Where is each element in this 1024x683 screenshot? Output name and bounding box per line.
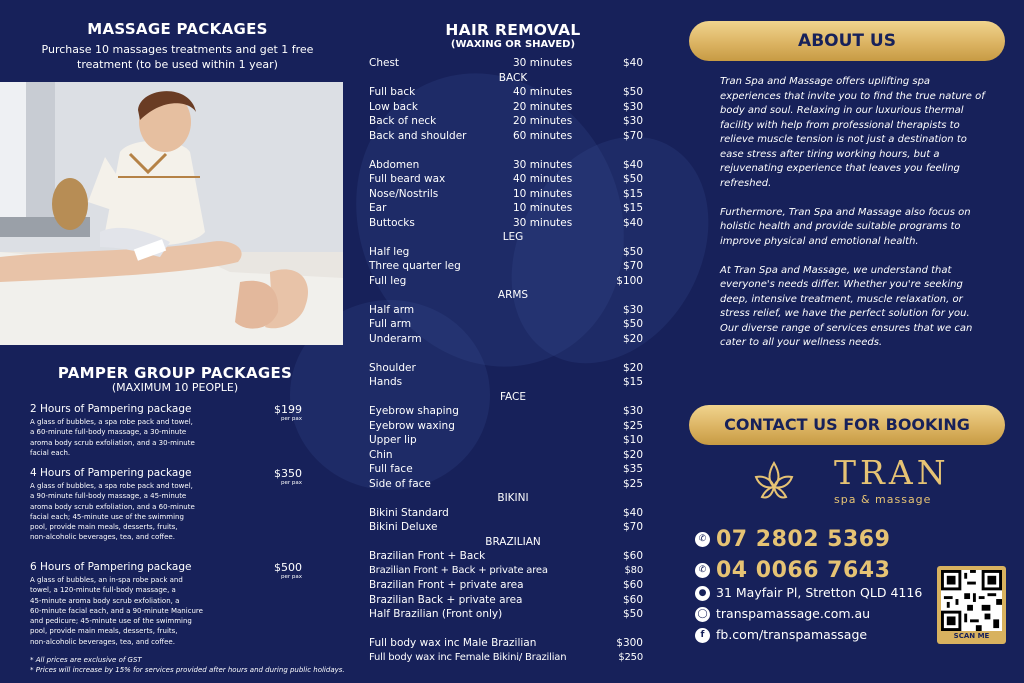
service-name: Brazilian Front + Back [369, 550, 486, 562]
facebook-link[interactable]: fb.com/transpamassage [716, 627, 868, 642]
globe-icon: ◯ [695, 607, 710, 622]
service-price: $40 [622, 216, 643, 229]
service-name: Chin [369, 448, 393, 461]
service-name: Eyebrow waxing [369, 419, 455, 432]
pamper-package-2h [30, 403, 305, 458]
description-line: non-alcoholic beverages, tea, and coffee. [30, 637, 175, 646]
service-price: $15 [622, 376, 643, 388]
service-price: $30 [622, 405, 643, 417]
service-price: $60 [622, 593, 643, 606]
service-price: $50 [622, 86, 643, 98]
service-name: Full face [369, 463, 413, 475]
brand-logo [750, 455, 970, 511]
contact-booking-banner: CONTACT US FOR BOOKING [689, 405, 1005, 445]
description-line: towel, a 120-minute full-body massage, a [30, 586, 176, 595]
price-row [369, 56, 643, 71]
service-name: Shoulder [369, 361, 416, 374]
about-us-text [720, 75, 990, 365]
service-name: Brazilian Back + private area [369, 593, 523, 606]
price-section-heading: BRAZILIAN [485, 535, 541, 548]
service-duration: 20 minutes [513, 115, 573, 127]
massage-subtitle-line: Purchase 10 massages treatments and get 1 free [41, 43, 314, 56]
price-row [369, 129, 643, 144]
service-price: $70 [622, 129, 643, 142]
service-name: Full back [369, 86, 416, 98]
phone-number-2[interactable]: 04 0066 7643 [716, 558, 891, 583]
service-name: Underarm [369, 332, 422, 345]
brand-name: TRAN [834, 453, 950, 492]
service-name: Eyebrow shaping [369, 405, 459, 417]
package-price-unit: per pax [280, 480, 302, 486]
pamper-package-4h [30, 467, 305, 543]
service-price: $50 [622, 318, 643, 330]
service-price: $30 [622, 115, 643, 127]
service-price: $40 [622, 158, 643, 171]
description-line: aroma body scrub exfoliation, and a 30-minute [30, 438, 195, 447]
price-row [369, 85, 643, 100]
package-description [30, 481, 305, 543]
price-row [369, 448, 643, 463]
service-price: $60 [622, 550, 643, 562]
service-name: Hands [369, 376, 403, 388]
description-line: A glass of bubbles, a spa robe pack and towel, [30, 482, 193, 490]
service-price: $100 [616, 274, 643, 287]
service-name: Half arm [369, 303, 415, 316]
service-name: Full leg [369, 274, 407, 287]
service-price: $15 [622, 187, 643, 200]
service-name: Back and shoulder [369, 129, 467, 142]
price-row [369, 201, 643, 216]
service-duration: 10 minutes [513, 187, 573, 200]
description-line: a 60-minute full-body massage, a 30-minute [30, 428, 187, 437]
phone-icon: ✆ [695, 563, 710, 578]
service-duration: 20 minutes [513, 100, 573, 113]
price-row [369, 274, 643, 289]
price-row [369, 114, 643, 129]
price-row [369, 477, 643, 492]
service-price: $30 [622, 100, 643, 113]
service-price: $70 [622, 260, 643, 272]
price-section-heading: LEG [502, 231, 524, 243]
service-name: Three quarter leg [369, 260, 461, 272]
description-line: 45-minute aroma body scrub exfoliation, a [30, 596, 180, 605]
service-name: Low back [369, 100, 418, 113]
phone-icon: ✆ [695, 532, 710, 547]
description-line: pool, provide main meals, desserts, fruits, [30, 627, 178, 636]
footnote-gst: * All prices are exclusive of GST [30, 656, 142, 664]
service-duration: 60 minutes [513, 129, 573, 142]
price-section-heading: BIKINI [497, 492, 529, 504]
service-name: Half leg [369, 245, 410, 258]
description-line: pool, provide main meals, desserts, fruits, [30, 523, 178, 532]
price-row [369, 259, 643, 274]
description-line: A glass of bubbles, an in-spa robe pack and [30, 576, 183, 584]
service-duration: 30 minutes [513, 158, 573, 171]
service-price: $20 [622, 448, 643, 461]
service-price: $80 [624, 564, 643, 576]
service-name: Buttocks [369, 216, 415, 229]
service-name: Nose/Nostrils [369, 187, 439, 200]
pricing-footnotes [30, 655, 360, 675]
package-description [30, 575, 305, 647]
service-duration: 10 minutes [513, 202, 573, 214]
about-paragraph: At Tran Spa and Massage, we understand that everyone's needs differ. Whether you're seeking deep, intensive treatment, muscle relaxation, or stress relief, we have the perfect solution for you. Our diverse range of services ensures that we can cater to all your wellness needs. [720, 264, 973, 348]
price-row [369, 462, 643, 477]
price-row [369, 520, 643, 535]
description-line: facial each. [30, 448, 71, 457]
waxing-treatment-photo [0, 82, 343, 345]
hair-removal-title: HAIR REMOVAL [445, 21, 581, 39]
price-row [369, 317, 643, 332]
package-price-unit: per pax [280, 416, 302, 422]
service-name: Back of neck [369, 115, 437, 127]
service-name: Bikini Deluxe [369, 521, 438, 533]
about-us-banner: ABOUT US [689, 21, 1005, 61]
price-row [369, 187, 643, 202]
address-text: 31 Mayfair Pl, Stretton QLD 4116 [716, 585, 923, 600]
service-duration: 40 minutes [513, 173, 573, 185]
hair-removal-subtitle: (WAXING OR SHAVED) [450, 39, 576, 50]
price-row [369, 549, 643, 564]
service-price: $50 [622, 173, 643, 185]
description-line: and pedicure; 45-minute use of the swimming [30, 617, 192, 626]
website-link[interactable]: transpamassage.com.au [716, 606, 871, 621]
about-paragraph: Tran Spa and Massage offers uplifting spa experiences that invite you to find the true nature of body and soul. Relaxing in our luxurious thermal facility with help from professional therapists to relieve muscle tension is not just a destination to ease stress after tiring working hours, but a rejuvenating experience that leaves you feeling refreshed. [720, 76, 985, 189]
footnote-surcharge: * Prices will increase by 15% for services provided after hours and during public holidays. [30, 666, 345, 674]
pamper-packages-title: PAMPER GROUP PACKAGES [57, 364, 293, 382]
service-price: $25 [622, 477, 643, 490]
service-name: Full body wax inc Female Bikini/ Brazilian [369, 651, 567, 663]
service-price: $30 [622, 303, 643, 316]
qr-code[interactable] [937, 566, 1006, 644]
pamper-packages-subtitle: (MAXIMUM 10 PEOPLE) [111, 381, 239, 394]
brand-tagline: spa & massage [834, 493, 932, 506]
service-duration: 30 minutes [513, 216, 573, 229]
price-row [369, 651, 643, 666]
massage-subtitle-line: treatment (to be used within 1 year) [77, 58, 278, 71]
price-section-heading: BACK [498, 71, 528, 84]
phone-number-1[interactable]: 07 2802 5369 [716, 527, 891, 552]
price-row [369, 375, 643, 390]
qr-code-pattern [941, 570, 1002, 631]
service-price: $20 [622, 332, 643, 345]
pamper-package-6h [30, 561, 305, 647]
price-row [369, 172, 643, 187]
price-row [369, 506, 643, 521]
service-name: Brazilian Front + private area [369, 579, 524, 591]
price-row [369, 216, 643, 231]
price-row [369, 158, 643, 173]
service-price: $250 [618, 651, 643, 663]
qr-scan-label: SCAN ME [953, 632, 990, 640]
service-name: Abdomen [369, 158, 420, 171]
description-line: aroma body scrub exfoliation, and a 60-minute [30, 502, 195, 511]
service-name: Brazilian Front + Back + private area [369, 564, 548, 576]
service-price: $50 [622, 245, 643, 258]
service-price: $15 [622, 202, 643, 214]
service-name: Half Brazilian (Front only) [369, 608, 503, 620]
service-price: $40 [622, 57, 643, 69]
price-row [369, 433, 643, 448]
package-description [30, 417, 305, 458]
price-row [369, 100, 643, 115]
price-row [369, 303, 643, 318]
service-name: Side of face [369, 477, 431, 490]
package-title: 6 Hours of Pampering package [30, 561, 192, 573]
service-name: Ear [369, 202, 387, 214]
service-name: Full beard wax [369, 173, 446, 185]
service-name: Upper lip [369, 434, 417, 446]
location-pin-icon: ● [695, 586, 710, 601]
price-row [369, 404, 643, 419]
package-price: $199 [274, 403, 302, 416]
service-name: Bikini Standard [369, 506, 449, 519]
service-duration: 40 minutes [513, 86, 573, 98]
service-price: $35 [622, 463, 643, 475]
price-section-heading: ARMS [497, 289, 529, 301]
package-price: $500 [274, 561, 302, 574]
price-row [369, 332, 643, 347]
service-price: $300 [616, 637, 643, 649]
service-price: $20 [622, 361, 643, 374]
about-paragraph: Furthermore, Tran Spa and Massage also focus on holistic health and provide suitable programs to improve physical and emotional health. [720, 206, 971, 247]
price-row [369, 593, 643, 608]
lotus-flower-icon [750, 457, 798, 505]
price-row [369, 361, 643, 376]
service-price: $40 [622, 506, 643, 519]
description-line: a 90-minute full-body massage, a 45-minute [30, 492, 187, 501]
service-name: Chest [369, 57, 400, 69]
package-title: 4 Hours of Pampering package [30, 467, 192, 479]
price-row [369, 419, 643, 434]
service-name: Full arm [369, 318, 412, 330]
service-price: $10 [622, 434, 643, 446]
service-price: $25 [622, 419, 643, 432]
massage-packages-subtitle [0, 42, 355, 72]
description-line: non-alcoholic beverages, tea, and coffee. [30, 533, 175, 542]
service-duration: 30 minutes [513, 57, 573, 69]
photo-illustration [0, 82, 343, 345]
package-price-unit: per pax [280, 574, 302, 580]
massage-packages-title: MASSAGE PACKAGES [87, 20, 268, 38]
price-row [369, 245, 643, 260]
service-name: Full body wax inc Male Brazilian [369, 637, 537, 649]
price-row [369, 564, 643, 579]
description-line: facial each; 45-minute use of the swimming [30, 512, 184, 521]
price-row [369, 607, 643, 622]
price-row [369, 578, 643, 593]
service-price: $60 [622, 579, 643, 591]
description-line: 60-minute facial each, and a 90-minute Manicure [30, 606, 203, 615]
price-row [369, 636, 643, 651]
price-section-heading: FACE [499, 390, 527, 403]
facebook-icon: f [695, 628, 710, 643]
package-price: $350 [274, 467, 302, 480]
service-price: $70 [622, 521, 643, 533]
package-title: 2 Hours of Pampering package [30, 403, 192, 415]
description-line: A glass of bubbles, a spa robe pack and towel, [30, 418, 193, 426]
service-price: $50 [622, 608, 643, 620]
